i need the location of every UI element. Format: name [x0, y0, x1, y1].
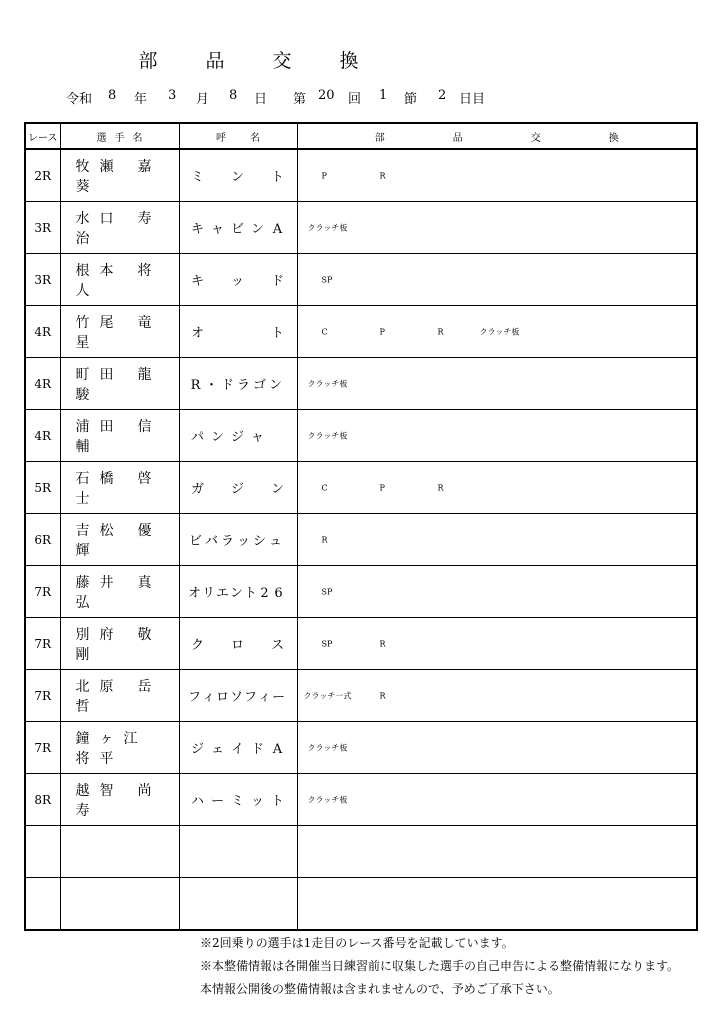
table-row — [25, 670, 697, 722]
table-row — [25, 722, 697, 774]
date-year: 8 — [108, 88, 117, 103]
player-name-char: 駿 — [75, 386, 90, 403]
call-name-char: ト — [270, 326, 284, 341]
title-char: 部 — [138, 50, 161, 72]
call-name-char: ド — [220, 378, 234, 393]
call-name-char: ジ — [230, 482, 244, 497]
nth-day-unit: 日目 — [459, 92, 486, 107]
page-title — [100, 46, 400, 73]
table-row — [25, 306, 697, 358]
call-name-char: ハ — [190, 794, 204, 809]
race-number: 7R — [25, 722, 60, 774]
part-item: P — [379, 483, 385, 492]
player-name-char: 智 — [99, 782, 114, 799]
parts-exchanged — [297, 254, 697, 306]
player-name-char: 瀬 — [99, 158, 114, 175]
player-name-char: 信 — [137, 418, 152, 435]
header-char: 名 — [250, 132, 260, 144]
call-name — [179, 566, 297, 618]
note-3: 本情報公開後の整備情報は含まれませんので、予めご了承下さい。 — [200, 982, 560, 996]
part-item: クラッチ板 — [307, 795, 348, 804]
parts-exchanged — [297, 618, 697, 670]
player-name-char: 井 — [99, 574, 114, 591]
call-name-char: キ — [190, 222, 204, 237]
call-name — [179, 774, 297, 826]
call-name — [179, 202, 297, 254]
part-item: クラッチ板 — [479, 327, 520, 336]
call-name — [179, 462, 297, 514]
call-name-char: ン — [268, 378, 282, 393]
table-row — [25, 254, 697, 306]
header-char: 選 — [96, 132, 107, 144]
header-parts — [297, 123, 697, 149]
player-name-char: 吉 — [75, 522, 90, 539]
call-name — [179, 254, 297, 306]
call-name-char: 2 — [260, 586, 269, 601]
call-name — [179, 410, 297, 462]
parts-exchanged — [297, 722, 697, 774]
parts-exchanged — [297, 878, 697, 931]
header-char: 部 — [374, 132, 385, 144]
player-name-char: 士 — [75, 490, 90, 507]
parts-exchanged — [297, 514, 697, 566]
race-number: 5R — [25, 462, 60, 514]
parts-exchanged — [297, 826, 697, 878]
call-name-char: ト — [270, 170, 284, 185]
race-number: 4R — [25, 358, 60, 410]
table-row — [25, 149, 697, 202]
player-name-char: 寿 — [137, 210, 152, 227]
part-item: R — [379, 171, 386, 180]
call-name-char: フ — [187, 690, 201, 705]
date-year-unit: 年 — [134, 92, 148, 107]
call-name-char: ャ — [210, 222, 224, 237]
date-day-unit: 日 — [254, 92, 268, 107]
player-name-char: 竹 — [75, 314, 90, 331]
header-char: 品 — [452, 132, 463, 144]
race-number: 2R — [25, 149, 60, 202]
player-name-char: 哲 — [75, 698, 90, 715]
player-name — [60, 306, 179, 358]
player-name-char: 水 — [75, 210, 90, 227]
player-name-char: 敬 — [137, 626, 152, 643]
part-item: C — [321, 483, 328, 492]
call-name-char: ジ — [230, 430, 244, 445]
call-name — [179, 618, 297, 670]
table-row — [25, 618, 697, 670]
player-name-char: 尚 — [137, 782, 152, 799]
call-name-char: キ — [190, 274, 204, 289]
part-item: クラッチ板 — [307, 223, 348, 232]
player-name-char: ヶ — [99, 730, 114, 747]
call-name-char: ビ — [188, 534, 202, 549]
call-name-char: ェ — [210, 742, 224, 757]
date-era: 令和 — [66, 92, 93, 107]
player-name-char: 将 — [137, 262, 152, 279]
footnotes — [200, 932, 679, 1001]
player-name-char: 浦 — [75, 418, 90, 435]
call-name-char: A — [272, 742, 283, 757]
player-name-char: 田 — [99, 418, 114, 435]
part-item: SP — [321, 275, 333, 284]
race-number: 7R — [25, 618, 60, 670]
call-name-char: ン — [270, 482, 284, 497]
player-name — [60, 149, 179, 202]
call-name — [179, 306, 297, 358]
call-name — [179, 514, 297, 566]
call-name-char: ィ — [201, 690, 215, 705]
player-name — [60, 566, 179, 618]
table-row — [25, 878, 697, 931]
header-race: レース — [25, 123, 60, 149]
player-name-char: 越 — [75, 782, 90, 799]
note-1: ※2回乗りの選手は1走目のレース番号を記載しています。 — [200, 936, 514, 950]
header-player — [60, 123, 179, 149]
player-name — [60, 670, 179, 722]
race-number: 4R — [25, 410, 60, 462]
call-name — [179, 149, 297, 202]
call-name-char: ク — [190, 638, 204, 653]
call-name-char: ソ — [229, 690, 243, 705]
parts-exchanged — [297, 566, 697, 618]
header-row — [25, 123, 697, 149]
part-item: P — [379, 327, 385, 336]
table-row — [25, 566, 697, 618]
note-2: ※本整備情報は各開催当日練習前に収集した選手の自己申告による整備情報になります。 — [200, 959, 680, 973]
table-row — [25, 202, 697, 254]
call-name-char: ー — [271, 690, 285, 705]
call-name-char: リ — [201, 586, 215, 601]
race-number — [25, 878, 60, 931]
call-name-char: ジ — [190, 742, 204, 757]
part-item: R — [321, 535, 328, 544]
part-item: C — [321, 327, 328, 336]
player-name-char: 田 — [99, 366, 114, 383]
call-name — [179, 670, 297, 722]
player-name-char: 牧 — [75, 158, 90, 175]
header-char: 交 — [530, 132, 541, 144]
header-call — [179, 123, 297, 149]
call-name-char: ガ — [190, 482, 204, 497]
parts-exchanged — [297, 149, 697, 202]
player-name-char: 龍 — [137, 366, 152, 383]
call-name-char: ミ — [230, 794, 244, 809]
player-name — [60, 514, 179, 566]
player-name-char: 平 — [99, 750, 114, 767]
call-name-char: ・ — [204, 378, 218, 393]
parts-exchanged — [297, 670, 697, 722]
player-name-char: 優 — [137, 522, 152, 539]
call-name-char: ミ — [190, 170, 204, 185]
player-name-char: 岳 — [137, 678, 152, 695]
call-name-char: ュ — [268, 534, 282, 549]
part-item: SP — [321, 587, 333, 596]
title-char: 品 — [205, 50, 228, 72]
player-name — [60, 462, 179, 514]
call-name-char: ラ — [236, 378, 250, 393]
part-item: R — [379, 639, 386, 648]
race-number — [25, 826, 60, 878]
session-prefix: 第 — [293, 92, 307, 107]
parts-exchanged — [297, 358, 697, 410]
part-item: クラッチ板 — [307, 431, 348, 440]
header-char: 手 — [114, 132, 125, 144]
call-name-char: シ — [252, 534, 266, 549]
call-name-char: バ — [204, 534, 218, 549]
session-number: 20 — [318, 88, 335, 103]
part-item: R — [437, 483, 444, 492]
player-name — [60, 618, 179, 670]
player-name-char: 根 — [75, 262, 90, 279]
header-char: 換 — [608, 132, 619, 144]
table-row — [25, 358, 697, 410]
table-row — [25, 774, 697, 826]
title-char: 交 — [272, 50, 295, 72]
call-name-char: フ — [243, 690, 257, 705]
player-name — [60, 774, 179, 826]
player-name — [60, 254, 179, 306]
player-name-char: 本 — [99, 262, 114, 279]
call-name-char: ロ — [215, 690, 229, 705]
race-number: 3R — [25, 254, 60, 306]
part-item: クラッチ板 — [307, 743, 348, 752]
player-name-char: 別 — [75, 626, 90, 643]
call-name-char: ゴ — [252, 378, 266, 393]
player-name-char: 弘 — [75, 594, 90, 611]
race-number: 4R — [25, 306, 60, 358]
player-name-char: 藤 — [75, 574, 90, 591]
call-name — [179, 878, 297, 931]
player-name-char: 人 — [75, 282, 90, 299]
header-char: 呼 — [216, 132, 226, 144]
player-name-char: 府 — [99, 626, 114, 643]
table-row — [25, 410, 697, 462]
parts-exchange-table — [24, 122, 698, 931]
player-name-char: 治 — [75, 230, 90, 247]
part-item: クラッチ板 — [307, 379, 348, 388]
player-name-char: 剛 — [75, 646, 90, 663]
player-name-char: 真 — [137, 574, 152, 591]
call-name-char: ト — [270, 794, 284, 809]
player-name-char: 星 — [75, 334, 90, 351]
call-name-char: ン — [229, 586, 243, 601]
call-name-char: ャ — [250, 430, 264, 445]
player-name — [60, 826, 179, 878]
part-item: クラッチ一式 — [303, 691, 352, 700]
player-name — [60, 410, 179, 462]
part-item: P — [321, 171, 327, 180]
parts-exchanged — [297, 410, 697, 462]
call-name-char: A — [272, 222, 283, 237]
player-name-char: 将 — [75, 750, 90, 767]
player-name-char: 葵 — [75, 178, 90, 195]
call-name-char: オ — [187, 586, 201, 601]
part-number: 1 — [379, 88, 388, 103]
player-name-char: 原 — [99, 678, 114, 695]
call-name-char: ッ — [236, 534, 250, 549]
player-name-char: 北 — [75, 678, 90, 695]
date-month: 3 — [168, 88, 177, 103]
call-name-char: ィ — [257, 690, 271, 705]
call-name-char: ド — [250, 742, 264, 757]
race-number: 8R — [25, 774, 60, 826]
date-day: 8 — [229, 88, 238, 103]
race-number: 7R — [25, 566, 60, 618]
player-name-char: 石 — [75, 470, 90, 487]
parts-exchanged — [297, 462, 697, 514]
player-name-char: 竜 — [137, 314, 152, 331]
call-name-char: ド — [270, 274, 284, 289]
part-item: R — [379, 691, 386, 700]
header-char: 名 — [132, 132, 143, 144]
call-name-char: オ — [190, 326, 204, 341]
call-name — [179, 358, 297, 410]
session-unit: 回 — [348, 92, 362, 107]
call-name-char: パ — [190, 430, 204, 445]
player-name-char: 江 — [123, 730, 138, 747]
call-name-char: 6 — [274, 586, 283, 601]
player-name-char: 鐘 — [75, 730, 90, 747]
player-name-char: 輝 — [75, 542, 90, 559]
call-name-char: ン — [230, 170, 244, 185]
parts-exchanged — [297, 774, 697, 826]
part-item: R — [437, 327, 444, 336]
table-row — [25, 826, 697, 878]
race-number: 6R — [25, 514, 60, 566]
call-name-char: ビ — [230, 222, 244, 237]
player-name-char: 啓 — [137, 470, 152, 487]
player-name-char: 町 — [75, 366, 90, 383]
parts-exchanged — [297, 202, 697, 254]
player-name — [60, 358, 179, 410]
call-name-char: ッ — [250, 794, 264, 809]
table-row — [25, 462, 697, 514]
call-name-char: ト — [243, 586, 257, 601]
call-name-char: ン — [250, 222, 264, 237]
player-name-char: 嘉 — [137, 158, 152, 175]
call-name-char: ー — [210, 794, 224, 809]
date-month-unit: 月 — [196, 92, 210, 107]
call-name-char: イ — [230, 742, 244, 757]
player-name-char: 口 — [99, 210, 114, 227]
call-name-char: ロ — [230, 638, 244, 653]
player-name — [60, 722, 179, 774]
call-name-char: ン — [210, 430, 224, 445]
player-name-char: 松 — [99, 522, 114, 539]
title-char: 換 — [339, 50, 362, 72]
player-name — [60, 202, 179, 254]
table-row — [25, 514, 697, 566]
part-item: SP — [321, 639, 333, 648]
player-name — [60, 878, 179, 931]
call-name-char: エ — [215, 586, 229, 601]
call-name-char: R — [190, 378, 201, 393]
part-unit: 節 — [404, 92, 418, 107]
call-name — [179, 722, 297, 774]
call-name — [179, 826, 297, 878]
parts-exchanged — [297, 306, 697, 358]
player-name-char: 寿 — [75, 802, 90, 819]
race-number: 7R — [25, 670, 60, 722]
call-name-char: ッ — [230, 274, 244, 289]
race-number: 3R — [25, 202, 60, 254]
player-name-char: 尾 — [99, 314, 114, 331]
call-name-char: ラ — [220, 534, 234, 549]
nth-day: 2 — [438, 88, 447, 103]
player-name-char: 輔 — [75, 438, 90, 455]
call-name-char: ス — [270, 638, 284, 653]
player-name-char: 橋 — [99, 470, 114, 487]
